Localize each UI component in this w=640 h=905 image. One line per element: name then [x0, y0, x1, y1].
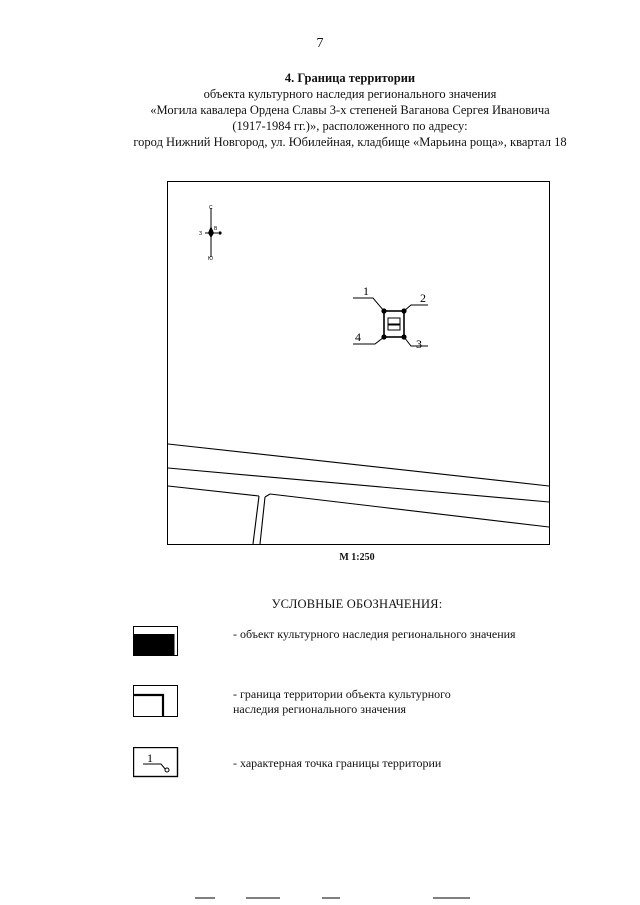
title-line-2: объекта культурного наследия регионального значения — [203, 87, 497, 101]
legend-text-object: - объект культурного наследия регионального значения — [233, 627, 516, 641]
legend-text-boundary-line2: наследия регионального значения — [233, 702, 407, 716]
scan-edge-marks — [0, 890, 640, 900]
legend-text-boundary-line1: - граница территории объекта культурного — [233, 687, 451, 701]
title-line-3: «Могила кавалера Ордена Славы 3-х степеней Ваганова Сергея Ивановича — [150, 103, 550, 117]
legend-heading: УСЛОВНЫЕ ОБОЗНАЧЕНИЯ: — [271, 597, 443, 611]
legend-swatch-object — [133, 626, 178, 656]
map-scale: М 1:250 — [339, 552, 375, 563]
map-frame — [167, 181, 550, 545]
point-label-4: 4 — [355, 330, 361, 344]
compass-rose-icon — [199, 205, 222, 262]
title-line-5: город Нижний Новгород, ул. Юбилейная, кладбище «Марьина роща», квартал 18 — [133, 135, 567, 149]
compass-north: С — [209, 205, 213, 211]
legend-text-boundary — [233, 687, 451, 717]
point-label-3: 3 — [416, 337, 422, 351]
title-heading: 4. Граница территории — [284, 71, 416, 85]
title-line-4: (1917-1984 гг.)», расположенного по адресу: — [232, 119, 468, 133]
territory-boundary — [381, 308, 406, 339]
point-label-2: 2 — [420, 291, 426, 305]
point-label-1: 1 — [363, 284, 369, 298]
document-title — [0, 70, 640, 150]
legend-swatch-point — [133, 747, 178, 777]
page-number: 7 — [316, 36, 324, 51]
compass-south: Ю — [208, 256, 214, 262]
territory-map — [168, 182, 549, 544]
compass-east: В — [214, 226, 218, 232]
legend-text-point: - характерная точка границы территории — [233, 756, 442, 770]
legend-point-sample-label: 1 — [147, 751, 153, 765]
compass-west: З — [199, 231, 203, 237]
road-lines — [168, 444, 549, 544]
legend-swatch-boundary — [133, 685, 178, 717]
